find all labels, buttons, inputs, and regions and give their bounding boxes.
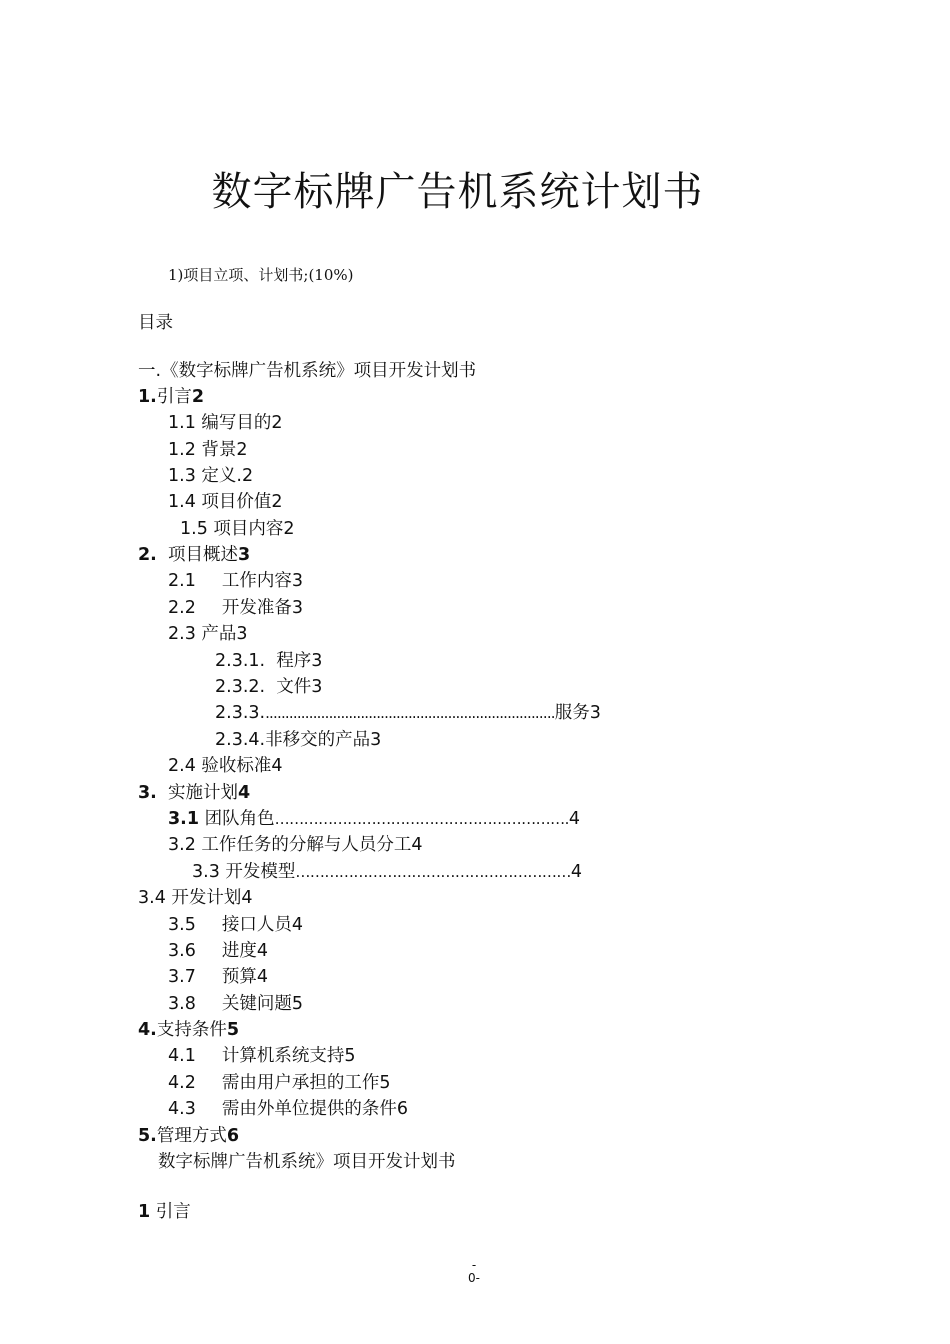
toc-entry: 4.1 计算机系统支持5 <box>168 1046 356 1066</box>
toc-entry: 3.3 开发模型…………………………………………………4 <box>192 862 583 882</box>
toc-entry: 2.3.3..........................................................................服务3 <box>215 703 601 723</box>
toc-entry: 4.2 需由用户承担的工作5 <box>168 1073 391 1093</box>
toc-entry: 1.3 定义.2 <box>168 466 254 486</box>
toc-entry: 2.3.4.非移交的产品3 <box>215 730 382 750</box>
toc-entry: 2. 项目概述3 <box>138 545 251 565</box>
toc-entry: 5.管理方式6 <box>138 1126 240 1146</box>
toc-entry: 2.1 工作内容3 <box>168 571 303 591</box>
document-title: 数字标牌广告机系统计划书 <box>211 169 704 215</box>
toc-entry: 4.3 需由外单位提供的条件6 <box>168 1099 408 1119</box>
toc-entry: 3.4 开发计划4 <box>138 888 253 908</box>
toc-entry: 3.7 预算4 <box>168 967 268 987</box>
toc-entry: 3.6 进度4 <box>168 941 268 961</box>
toc-entry: 3.1 团队角色…………………………………………………….4 <box>168 809 581 829</box>
toc-entry: 1.4 项目价值2 <box>168 492 283 512</box>
toc-entry: 一.《数字标牌广告机系统》项目开发计划书 <box>138 361 477 381</box>
toc-entry: 2.3 产品3 <box>168 624 248 644</box>
toc-entry: 2.4 验收标准4 <box>168 756 283 776</box>
toc-entry: 1.引言2 <box>138 387 205 407</box>
toc-entry: 3. 实施计划4 <box>138 783 251 803</box>
page-footer: - 0- <box>454 1259 494 1285</box>
toc-entry: 1.5 项目内容2 <box>180 519 295 539</box>
toc-entry: 2.3.1. 程序3 <box>215 651 323 671</box>
toc-entry: 4.支持条件5 <box>138 1020 240 1040</box>
toc-entry: 2.3.2. 文件3 <box>215 677 323 697</box>
toc-entry: 1.1 编写目的2 <box>168 413 283 433</box>
toc-entry: 1.2 背景2 <box>168 440 248 460</box>
toc-entry: 3.8 关键问题5 <box>168 994 303 1014</box>
first-section-heading: 1 引言 <box>138 1202 191 1222</box>
toc-entry: 3.5 接口人员4 <box>168 915 303 935</box>
page-number: 0- <box>468 1271 480 1285</box>
toc-entry: 2.2 开发准备3 <box>168 598 303 618</box>
toc-heading: 目录 <box>138 313 173 333</box>
document-subtitle: 1)项目立项、计划书;(10%) <box>168 266 354 284</box>
section-title: 数字标牌广告机系统》项目开发计划书 <box>158 1152 456 1172</box>
toc-entry: 3.2 工作任务的分解与人员分工4 <box>168 835 423 855</box>
